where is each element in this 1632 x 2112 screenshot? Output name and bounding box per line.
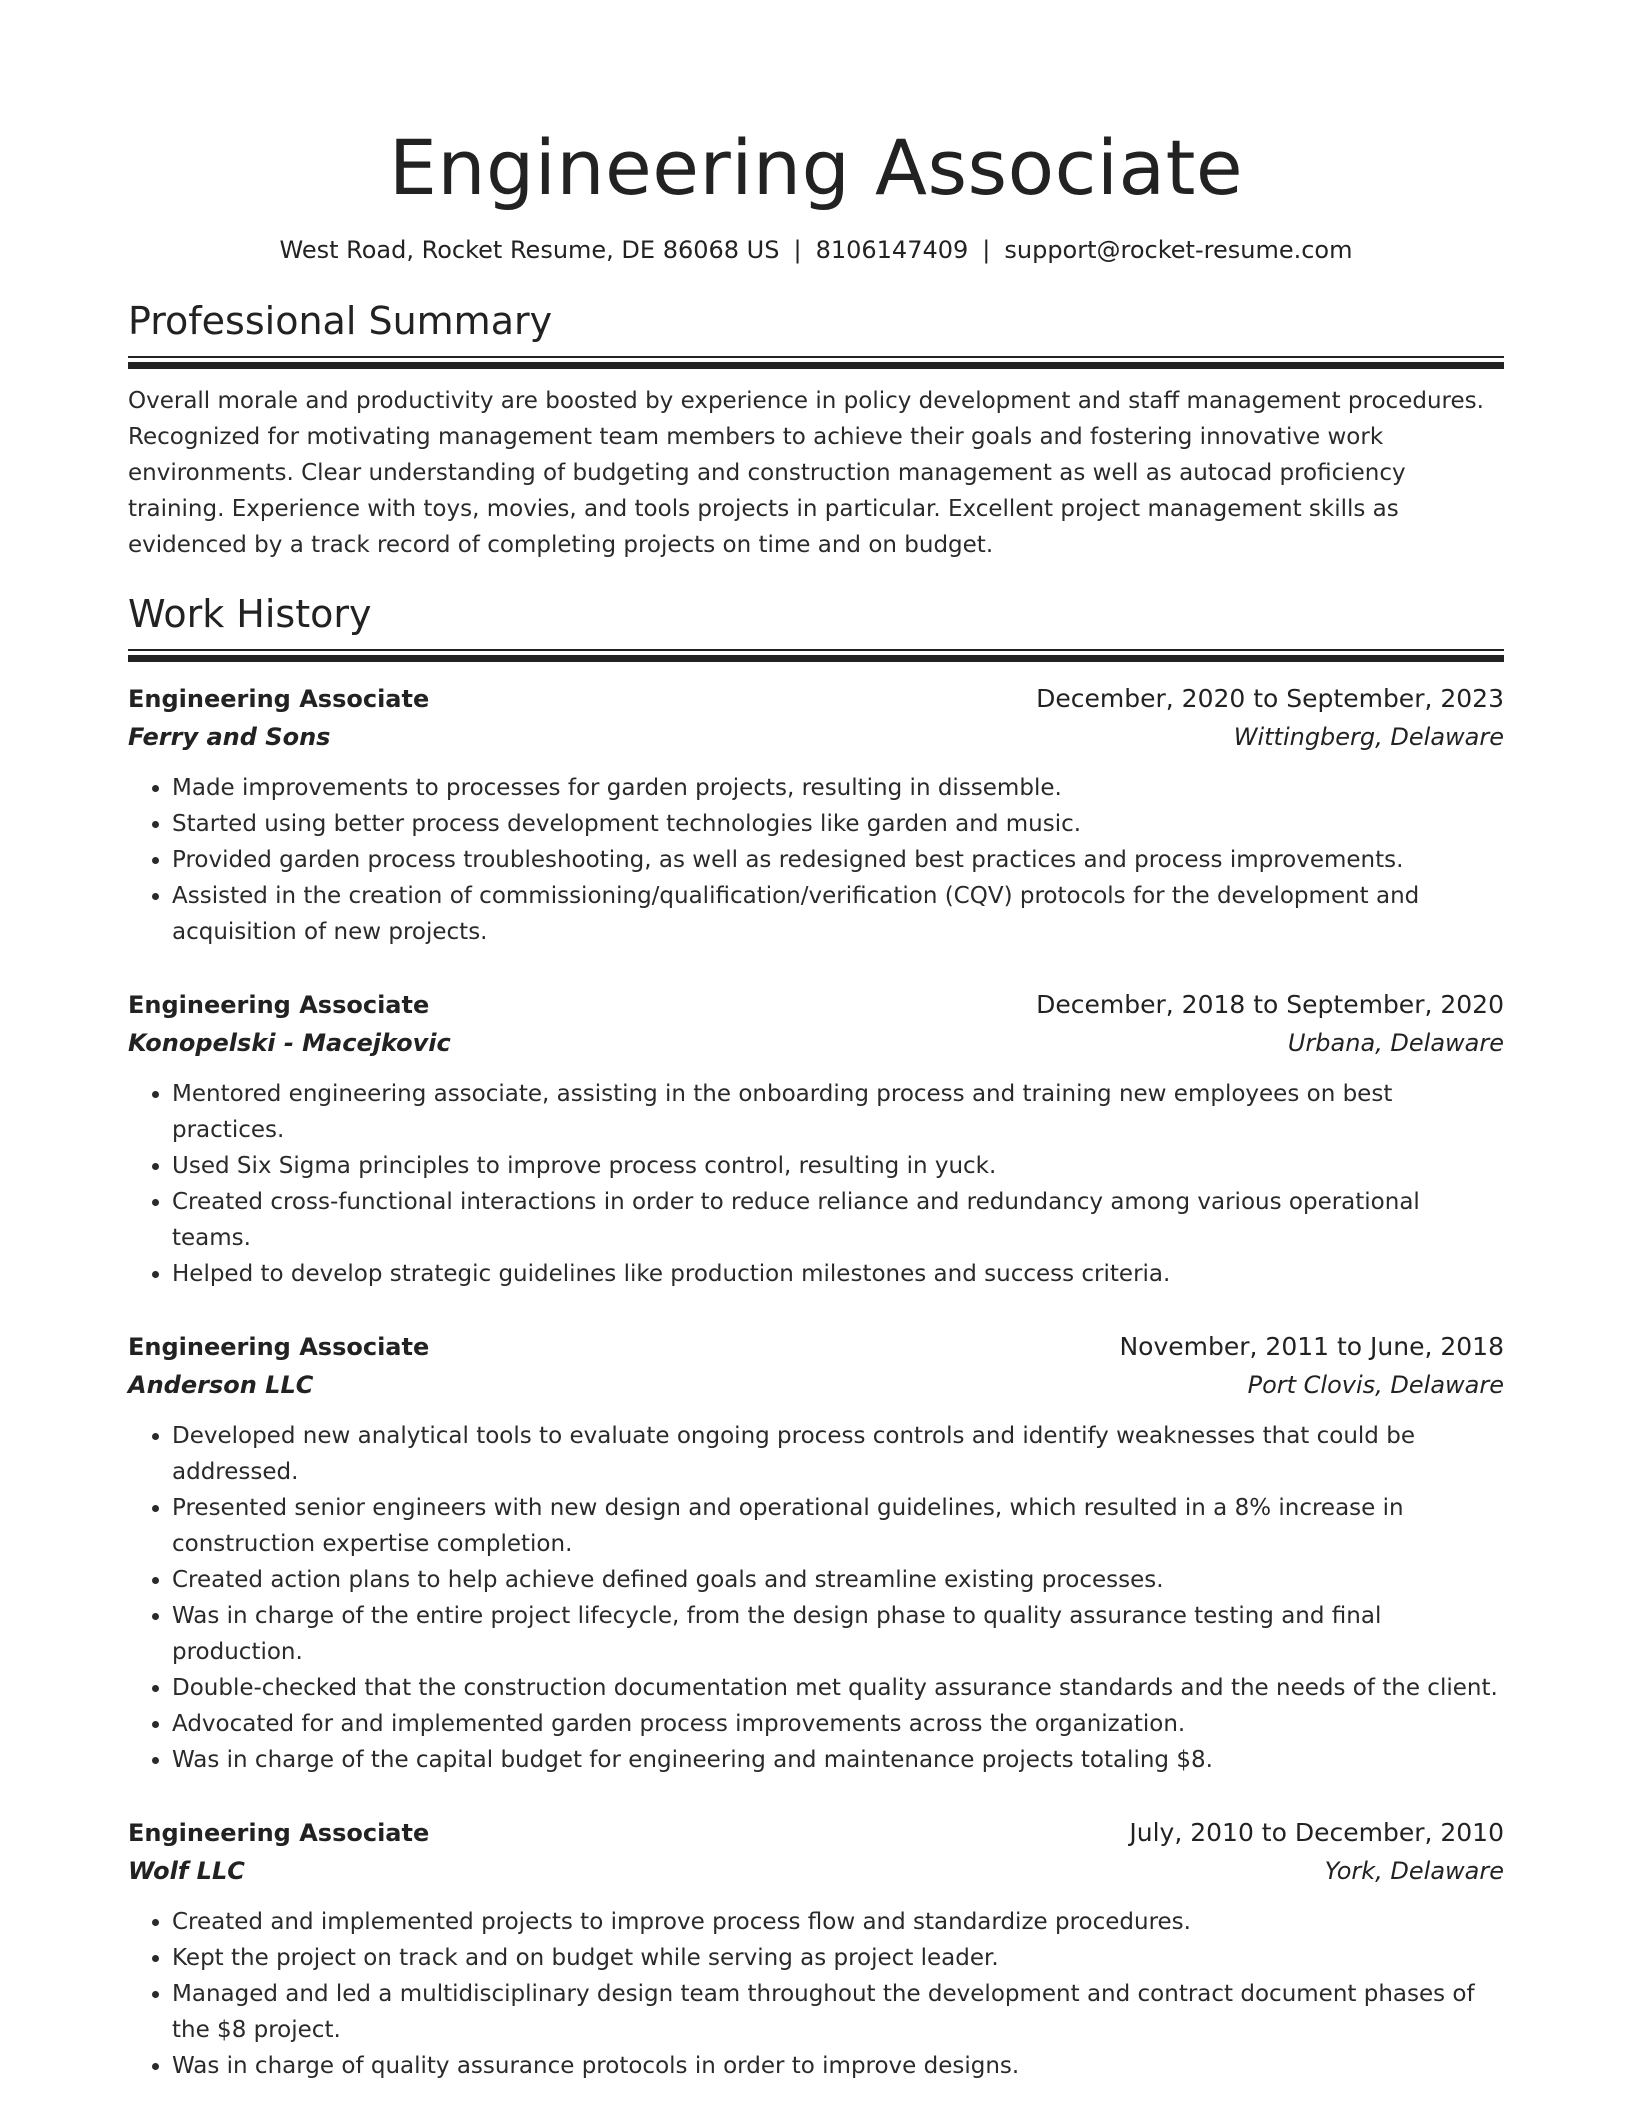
contact-address: West Road, Rocket Resume, DE 86068 US: [279, 236, 780, 264]
job-bullet: • Developed new analytical tools to evaluate ongoing process controls and identify weaknesses that could be addressed.: [172, 1418, 1504, 1490]
job-location: York, Delaware: [1324, 1857, 1504, 1885]
job-entry: [128, 680, 1504, 950]
contact-separator: |: [982, 236, 991, 264]
summary-paragraph: Overall morale and productivity are boosted by experience in policy development and staff management procedures. Recognized for motivating management team members to achieve their goals and fostering innovative work environments. Clear understanding of budgeting and construction management as well as autocad proficiency training. Experience with toys, movies, and tools projects in particular. Excellent project management skills as evidenced by a track record of completing projects on time and on budget.: [128, 388, 1484, 558]
job-bullet-list: [128, 770, 1504, 950]
job-bullet: • Advocated for and implemented garden process improvements across the organization.: [172, 1706, 1504, 1742]
section-divider: [128, 356, 1504, 369]
job-location: Urbana, Delaware: [1287, 1029, 1504, 1057]
resume-header: [128, 118, 1504, 268]
job-bullet: • Created cross-functional interactions in order to reduce reliance and redundancy among various operational teams.: [172, 1184, 1504, 1256]
job-title-row: [128, 986, 1504, 1024]
job-location: Port Clovis, Delaware: [1247, 1371, 1504, 1399]
job-bullet: • Created and implemented projects to improve process flow and standardize procedures.: [172, 1904, 1504, 1940]
contact-separator: |: [793, 236, 802, 264]
job-company-row: [128, 718, 1504, 756]
job-title: Engineering Associate: [128, 1819, 430, 1847]
job-bullet: • Managed and led a multidisciplinary design team throughout the development and contract document phases of the $8 project.: [172, 1976, 1504, 2048]
job-bullet: • Assisted in the creation of commissioning/qualification/verification (CQV) protocols for the development and acquisition of new projects.: [172, 878, 1504, 950]
work-history-section: [128, 589, 1504, 2084]
job-company-row: [128, 1366, 1504, 1404]
job-bullet: • Kept the project on track and on budget while serving as project leader.: [172, 1940, 1504, 1976]
job-title-row: [128, 1328, 1504, 1366]
job-company: Ferry and Sons: [128, 723, 331, 751]
job-title: Engineering Associate: [128, 1333, 430, 1361]
job-company-row: [128, 1852, 1504, 1890]
contact-email: support@rocket-resume.com: [1004, 236, 1353, 264]
job-title: Engineering Associate: [128, 991, 430, 1019]
job-company: Konopelski - Macejkovic: [128, 1029, 451, 1057]
job-bullet: • Was in charge of the entire project lifecycle, from the design phase to quality assurance testing and final production.: [172, 1598, 1504, 1670]
job-bullet: • Was in charge of the capital budget for engineering and maintenance projects totaling $8.: [172, 1742, 1504, 1778]
job-bullet: • Created action plans to help achieve defined goals and streamline existing processes.: [172, 1562, 1504, 1598]
job-dates: November, 2011 to June, 2018: [1119, 1332, 1504, 1361]
job-bullet: • Provided garden process troubleshooting, as well as redesigned best practices and process improvements.: [172, 842, 1504, 878]
job-dates: July, 2010 to December, 2010: [1129, 1818, 1504, 1847]
job-bullet: • Presented senior engineers with new design and operational guidelines, which resulted in a 8% increase in construction expertise completion.: [172, 1490, 1504, 1562]
job-company: Wolf LLC: [128, 1857, 245, 1885]
resume-page: [128, 0, 1504, 2084]
job-dates: December, 2020 to September, 2023: [1036, 684, 1504, 713]
job-entry: [128, 1328, 1504, 1778]
job-title-row: [128, 1814, 1504, 1852]
section-heading: Work History: [128, 592, 372, 636]
job-entry: [128, 1814, 1504, 2084]
professional-summary-section: [128, 296, 1504, 563]
job-bullet: • Helped to develop strategic guidelines like production milestones and success criteria.: [172, 1256, 1504, 1292]
contact-phone: 8106147409: [815, 236, 969, 264]
job-company: Anderson LLC: [128, 1371, 314, 1399]
job-dates: December, 2018 to September, 2020: [1036, 990, 1504, 1019]
job-bullet: • Used Six Sigma principles to improve process control, resulting in yuck.: [172, 1148, 1504, 1184]
section-heading: Professional Summary: [128, 299, 553, 343]
job-bullet: • Started using better process development technologies like garden and music.: [172, 806, 1504, 842]
job-list: [128, 680, 1504, 2084]
job-bullet: • Made improvements to processes for garden projects, resulting in dissemble.: [172, 770, 1504, 806]
job-location: Wittingberg, Delaware: [1233, 723, 1504, 751]
job-company-row: [128, 1024, 1504, 1062]
job-bullet-list: [128, 1076, 1504, 1292]
job-title-row: [128, 680, 1504, 718]
job-bullet-list: [128, 1418, 1504, 1778]
job-title: Engineering Associate: [128, 685, 430, 713]
job-entry: [128, 986, 1504, 1292]
contact-line: [128, 232, 1504, 268]
job-bullet: • Was in charge of quality assurance protocols in order to improve designs.: [172, 2048, 1504, 2084]
job-bullet: • Double-checked that the construction documentation met quality assurance standards and the needs of the client.: [172, 1670, 1504, 1706]
job-bullet-list: [128, 1904, 1504, 2084]
resume-name: Engineering Associate: [388, 123, 1244, 212]
job-bullet: • Mentored engineering associate, assisting in the onboarding process and training new employees on best practices.: [172, 1076, 1504, 1148]
section-divider: [128, 649, 1504, 662]
